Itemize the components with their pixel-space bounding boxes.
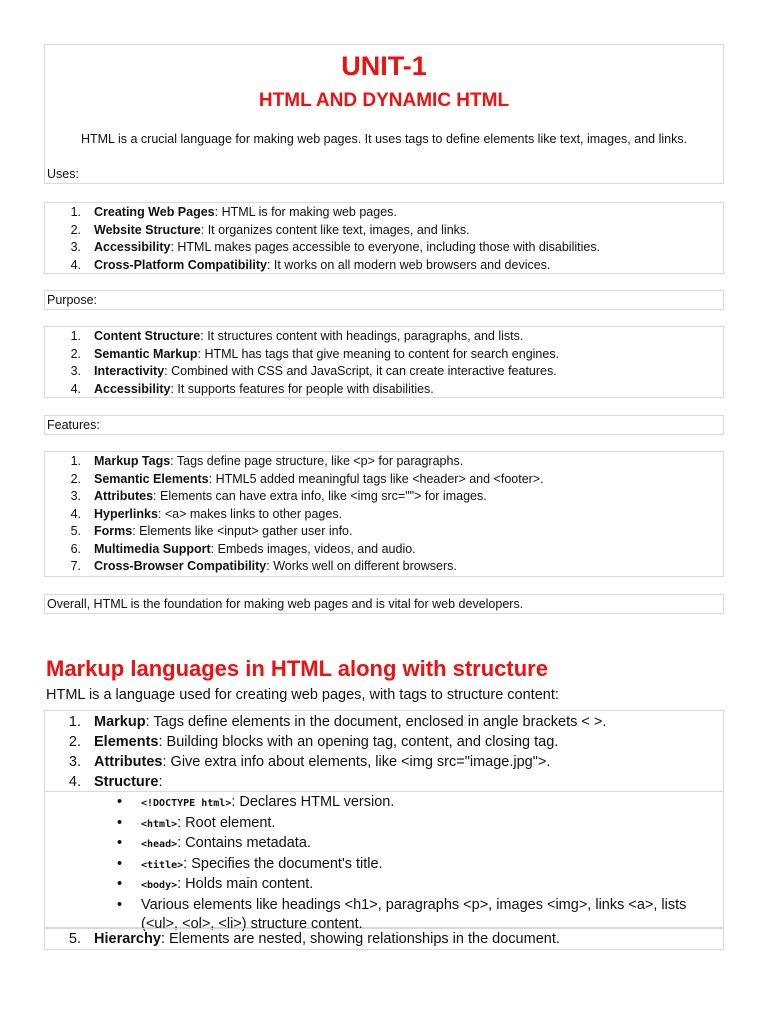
uses-label: Uses:	[47, 167, 79, 181]
list-term: Website Structure	[94, 222, 201, 237]
list-item	[45, 541, 544, 559]
list-number: 1.	[68, 714, 81, 730]
list-item	[45, 732, 606, 752]
section-intro: HTML is a language used for creating web pages, with tags to structure content:	[46, 687, 559, 703]
purpose-list-box	[44, 326, 724, 398]
list-term: Accessibility	[94, 381, 171, 396]
bullet-text: : Contains metadata.	[177, 835, 311, 851]
bullet-icon: •	[117, 835, 123, 851]
list-term: Semantic Markup	[94, 346, 198, 361]
purpose-label-box	[44, 290, 724, 310]
list-number: 4.	[68, 774, 81, 790]
list-text: : Elements can have extra info, like <img src=""> for images.	[153, 489, 487, 503]
list-number: 3.	[70, 489, 81, 503]
list-text: : Tags define elements in the document, enclosed in angle brackets < >.	[145, 714, 607, 730]
list-number: 4.	[70, 257, 81, 272]
list-item	[45, 772, 606, 792]
unit-header-box	[44, 44, 724, 184]
bullet-text: : Root element.	[177, 814, 276, 831]
list-text: : HTML5 added meaningful tags like <header> and <footer>.	[208, 471, 544, 486]
overall-box	[44, 594, 724, 614]
list-number: 1.	[70, 454, 81, 468]
features-list	[45, 453, 544, 576]
list-item	[45, 363, 559, 381]
bullet-item	[45, 793, 705, 814]
list-text: : HTML is for making web pages.	[214, 205, 397, 219]
list-item	[45, 752, 606, 772]
list-number: 3.	[70, 240, 81, 254]
features-label: Features:	[47, 418, 100, 432]
bullet-item	[45, 855, 705, 876]
list-item	[45, 257, 600, 275]
purpose-list	[45, 328, 559, 398]
bullet-icon: •	[117, 876, 123, 892]
list-item	[45, 453, 544, 471]
list-text: : <a> makes links to other pages.	[157, 506, 343, 521]
list-term: Interactivity	[94, 364, 165, 378]
intro-paragraph: HTML is a crucial language for making web pages. It uses tags to define elements like text, images, and links.	[80, 132, 688, 146]
bullet-icon: •	[117, 794, 123, 810]
list-term: Multimedia Support	[94, 541, 211, 556]
list-item	[45, 712, 606, 732]
list-number: 3.	[68, 754, 81, 770]
list-text: : Building blocks with an opening tag, content, and closing tag.	[158, 734, 559, 750]
list-text: :	[158, 774, 163, 790]
list-term: Content Structure	[94, 329, 201, 343]
list-text: : Give extra info about elements, like <img src="image.jpg">.	[162, 754, 551, 770]
list-term: Cross-Platform Compatibility	[94, 257, 267, 272]
list-item	[45, 929, 560, 949]
list-item	[45, 381, 559, 399]
list-text: : It works on all modern web browsers and devices.	[266, 257, 551, 272]
uses-list	[45, 204, 600, 274]
list-term: Markup	[94, 714, 146, 730]
list-item	[45, 523, 544, 541]
list-number: 3.	[70, 364, 81, 378]
code-tag: <body>	[141, 880, 178, 891]
list-term: Semantic Elements	[94, 471, 209, 486]
features-list-box	[44, 451, 724, 577]
list-term: Attributes	[94, 754, 163, 770]
bullet-text: : Declares HTML version.	[231, 794, 395, 810]
list-text: : It supports features for people with disabilities.	[170, 381, 434, 396]
uses-list-box	[44, 202, 724, 274]
list-term: Cross-Browser Compatibility	[94, 559, 267, 573]
list-number: 1.	[70, 205, 81, 219]
list-text: : Embeds images, videos, and audio.	[210, 541, 416, 556]
list-number: 2.	[70, 222, 81, 237]
list-text: : Tags define page structure, like <p> for paragraphs.	[170, 454, 464, 468]
bullet-icon: •	[117, 855, 123, 872]
list-item	[45, 239, 600, 257]
list-text: : It structures content with headings, paragraphs, and lists.	[200, 329, 524, 343]
list-number: 7.	[70, 559, 81, 573]
markup-list-box	[44, 710, 724, 792]
list-term: Forms	[94, 524, 133, 538]
list-item	[45, 558, 544, 576]
bullet-item	[45, 814, 705, 835]
bullet-item	[45, 875, 705, 896]
list-text: : HTML makes pages accessible to everyone, including those with disabilities.	[170, 240, 601, 254]
list-item	[45, 506, 544, 524]
list-term: Creating Web Pages	[94, 205, 215, 219]
section-heading: Markup languages in HTML along with structure	[46, 656, 548, 681]
list-text: : It organizes content like text, images, and links.	[200, 222, 470, 237]
list-term: Hierarchy	[94, 931, 161, 947]
list-item	[45, 328, 559, 346]
hierarchy-item-box	[44, 928, 724, 950]
list-term: Structure	[94, 774, 159, 790]
list-term: Elements	[94, 734, 159, 750]
overall-text: Overall, HTML is the foundation for making web pages and is vital for web developers.	[47, 597, 524, 611]
purpose-label: Purpose:	[47, 293, 98, 307]
list-item	[45, 488, 544, 506]
hierarchy-list	[45, 929, 560, 949]
list-text: : Elements are nested, showing relationships in the document.	[160, 931, 560, 947]
markup-list	[45, 712, 606, 792]
features-label-box	[44, 415, 724, 435]
bullet-icon: •	[117, 814, 123, 831]
code-tag: <title>	[141, 859, 184, 871]
list-item	[45, 204, 600, 222]
list-term: Accessibility	[94, 240, 171, 254]
list-item	[45, 471, 544, 489]
list-number: 5.	[70, 524, 81, 538]
bullet-text: : Holds main content.	[177, 876, 314, 892]
bullet-text: : Specifies the document's title.	[183, 855, 383, 872]
list-number: 2.	[70, 471, 81, 486]
list-number: 5.	[68, 931, 81, 947]
list-number: 2.	[68, 734, 81, 750]
list-term: Hyperlinks	[94, 506, 158, 521]
list-text: : Works well on different browsers.	[266, 559, 457, 573]
list-number: 1.	[70, 329, 81, 343]
list-text: : Elements like <input> gather user info.	[132, 524, 353, 538]
structure-list	[45, 793, 705, 935]
page-subtitle: HTML AND DYNAMIC HTML	[258, 90, 510, 111]
list-number: 4.	[70, 506, 81, 521]
unit-title: UNIT-1	[341, 51, 427, 81]
list-number: 2.	[70, 346, 81, 361]
list-text: : HTML has tags that give meaning to content for search engines.	[197, 346, 560, 361]
structure-list-box	[44, 792, 724, 932]
list-number: 6.	[70, 541, 81, 556]
list-item	[45, 346, 559, 364]
list-term: Attributes	[94, 489, 154, 503]
list-term: Markup Tags	[94, 454, 171, 468]
list-text: : Combined with CSS and JavaScript, it can create interactive features.	[164, 364, 557, 378]
bullet-item	[45, 834, 705, 855]
code-tag: <html>	[141, 818, 178, 830]
list-number: 4.	[70, 381, 81, 396]
list-item	[45, 222, 600, 240]
code-tag: <head>	[141, 839, 178, 850]
code-tag: <!DOCTYPE html>	[141, 798, 232, 809]
bullet-icon: •	[117, 896, 123, 913]
bullet-text: Various elements like headings <h1>, paragraphs <p>, images <img>, links <a>, lists (<ul>, <ol>, <li>) structure content.	[141, 896, 687, 932]
